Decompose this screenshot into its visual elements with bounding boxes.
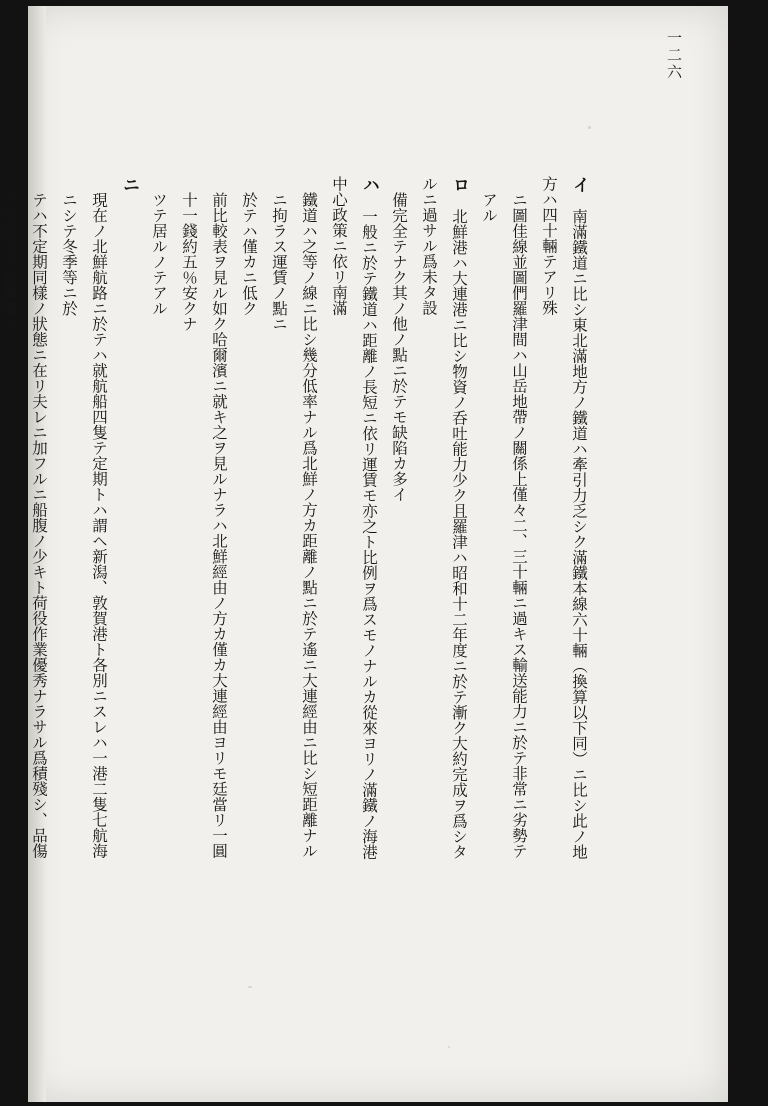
section-ni-marker-line [114,176,144,866]
section-ha-line-1: ハ 一般ニ於テ鐵道ハ距離ノ長短ニ依リ運賃モ亦之ト比例ヲ爲スモノナルカ從來ヨリノ滿鐵ノ海港中心政策ニ依リ南滿 [330,176,379,860]
section-marker-ni: ニ [119,176,139,193]
section-ha-line-2: 鐵道ハ之等ノ線ニ比シ幾分低率ナル爲北鮮ノ方カ距離ノ點ニ於テ遙ニ大連經由ニ比シ短距離ナルニ拘ラス運賃ノ點ニ [270,192,318,859]
page-number: 一二六 [665,30,683,81]
section-ro-line-2: 備完全テナク其ノ他ノ點ニ於テモ缺陷カ多イ [390,192,408,502]
section-marker-i: イ [569,176,589,193]
section-ha-line-4: 前比較表ヲ見ル如ク哈爾濱ニ就キ之ヲ見ルナラハ北鮮經由ノ方カ僅カ大連經由ヨリモ廷當リ一圓十一錢約五％安クナ [180,192,228,859]
section-i-line-2: ニ圖佳線並圖們羅津間ハ山岳地帶ノ關係上僅々二、三十輛ニ過キス輸送能力ニ於テ非常ニ劣勢テアル [480,192,528,859]
section-i-line-1: イ 南滿鐵道ニ比シ東北滿地方ノ鐵道ハ牽引力乏シク滿鐵本線六十輛（換算以下同）ニ比シ此ノ地方ハ四十輛テアリ殊 [540,176,589,860]
section-ni-line-1: 現在ノ北鮮航路ニ於テハ就航船四隻テ定期トハ謂ヘ新潟、敦賀港ト各別ニスレハ一港二隻七航海ニシテ冬季等ニ於 [60,192,108,859]
section-ro-line-1: ロ 北鮮港ハ大連港ニ比シ物資ノ呑吐能力少ク且羅津ハ昭和十二年度ニ於テ漸ク大約完成ヲ爲シタルニ過サル爲未タ設 [420,176,469,860]
scan-speck [448,1046,450,1048]
scanned-book-page [0,6,728,1102]
scan-speck [248,986,252,988]
section-marker-ha: ハ [359,176,379,193]
section-ha-line-5: ツテ居ルノテアル [150,192,168,316]
body-text [0,176,594,866]
section-marker-ro: ロ [449,176,469,193]
section-ni-line-2: テハ不定期同樣ノ狀態ニ在リ夫レニ加フルニ船腹ノ少キト荷役作業優秀ナラサル爲積殘シ、品傷ミ等以上ノ諸事情ニ [0,192,48,859]
section-ha-line-3: 於テハ僅カニ低ク [240,192,258,316]
scan-speck [588,126,591,129]
